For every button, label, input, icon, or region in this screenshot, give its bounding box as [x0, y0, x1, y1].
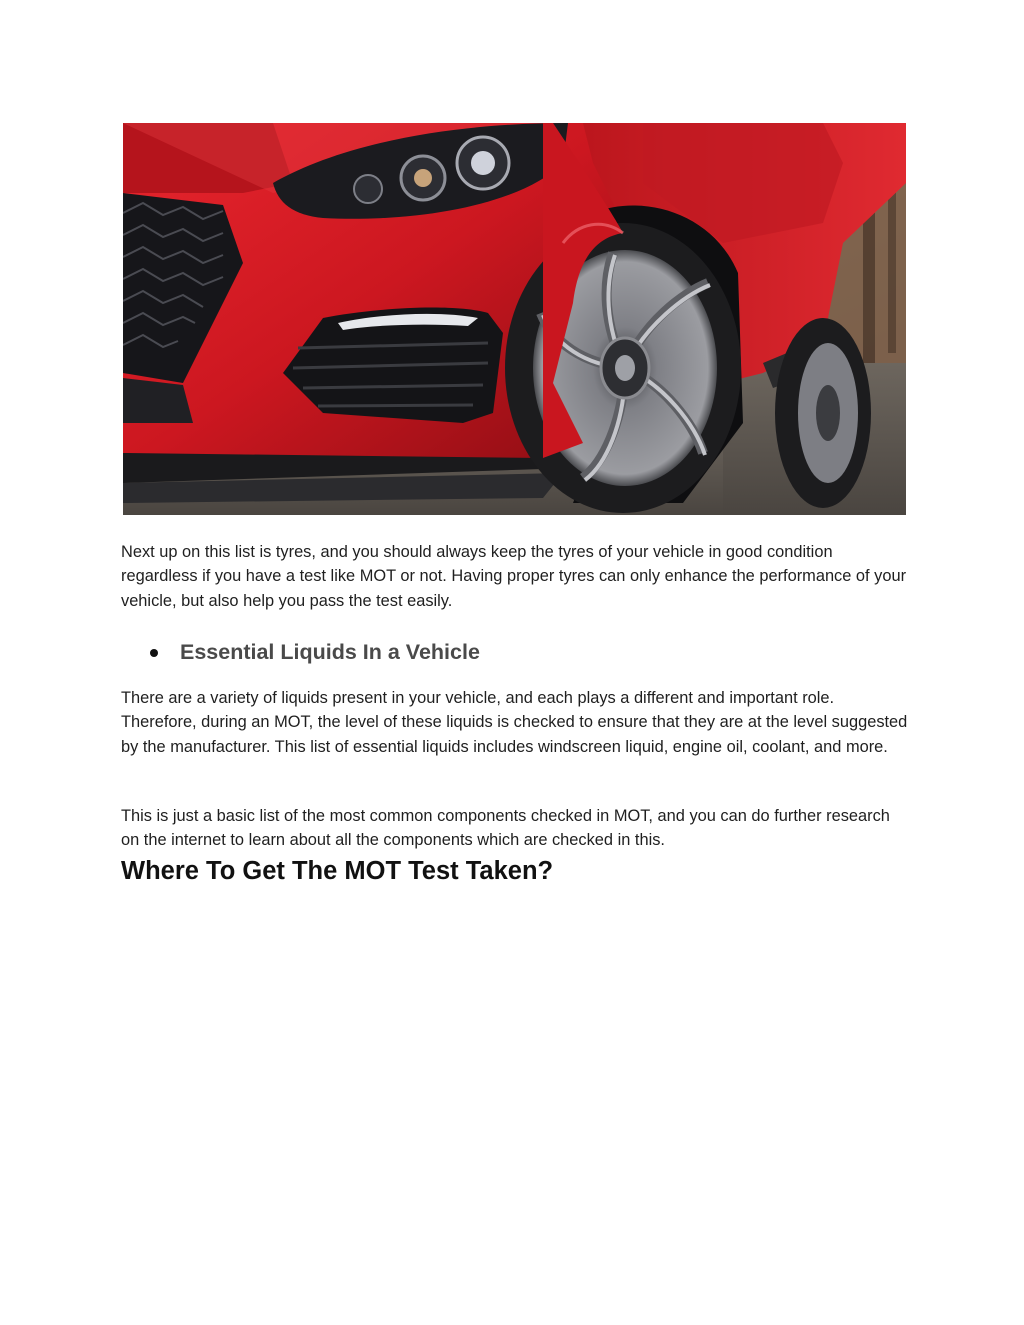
car-photo — [123, 123, 906, 515]
tyres-paragraph: Next up on this list is tyres, and you should always keep the tyres of your vehicle in good condition regardless if you have a test like MOT or not. Having proper tyres can only enhance the performance of your vehicle, but also help you pass the test easily. — [121, 543, 907, 610]
liquids-paragraph: There are a variety of liquids present in your vehicle, and each plays a different and important role. Therefore, during an MOT, the level of these liquids is checked to ensure that they are at the level suggested by the manufacturer. This list of essential liquids includes windscreen liquid, engine oil, coolant, and more. — [121, 689, 908, 756]
section-heading: Where To Get The MOT Test Taken? — [121, 857, 554, 885]
bullet-dot-icon — [150, 649, 158, 657]
bullet-item — [150, 637, 480, 667]
red-car-front-wheel-image — [123, 123, 906, 515]
basic-list-paragraph: This is just a basic list of the most common components checked in MOT, and you can do further research on the internet to learn about all the components which are checked in this. — [121, 807, 890, 850]
bullet-heading: Essential Liquids In a Vehicle — [180, 639, 480, 664]
